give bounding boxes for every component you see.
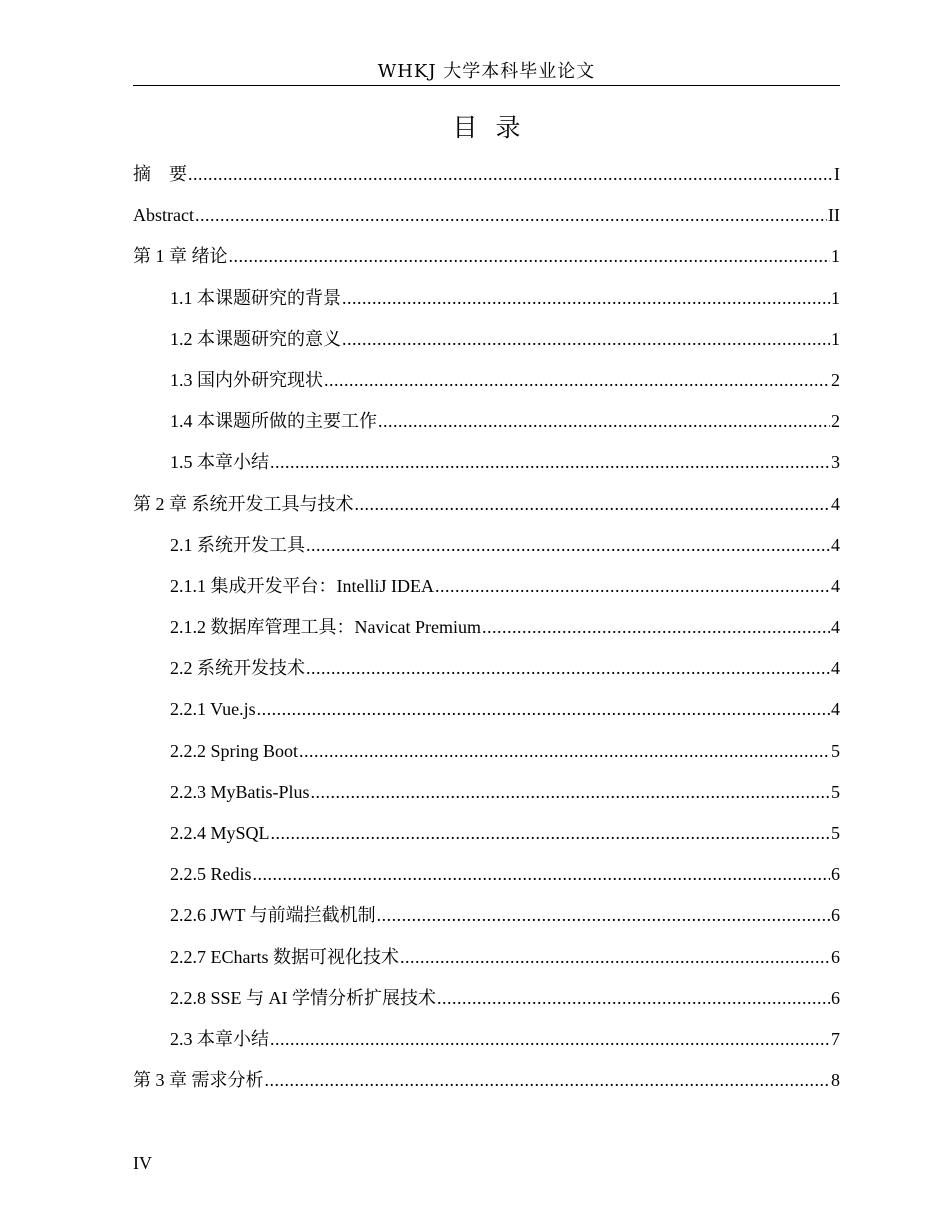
toc-entry-label: 2.1 系统开发工具 xyxy=(170,534,305,555)
toc-entry[interactable] xyxy=(133,1019,840,1060)
toc-entry-page: 1 xyxy=(831,287,840,308)
toc-entry-page: 1 xyxy=(831,246,840,267)
toc-dot-leader xyxy=(257,689,830,730)
toc-entry[interactable] xyxy=(133,895,840,936)
toc-dot-leader xyxy=(482,607,830,648)
toc-entry[interactable] xyxy=(133,731,840,772)
toc-entry-label: 2.1.2 数据库管理工具：Navicat Premium xyxy=(170,617,481,638)
toc-entry-page: 2 xyxy=(831,369,840,390)
toc-entry[interactable] xyxy=(133,937,840,978)
toc-dot-leader xyxy=(229,236,831,277)
toc-entry[interactable] xyxy=(133,484,840,525)
toc-entry-label: 第 3 章 需求分析 xyxy=(133,1070,264,1091)
toc-entry-label: Abstract xyxy=(133,205,194,226)
toc-entry-page: I xyxy=(834,164,840,184)
toc-entry-page: 6 xyxy=(831,987,840,1008)
toc-entry-page: 7 xyxy=(831,1028,840,1049)
toc-title: 目录 xyxy=(452,113,539,142)
toc-entry[interactable] xyxy=(133,195,840,236)
toc-entry[interactable] xyxy=(133,442,840,483)
toc-dot-leader xyxy=(270,442,830,483)
running-header-title: WHKJ 大学本科毕业论文 xyxy=(377,61,596,82)
toc-entry-label: 1.3 国内外研究现状 xyxy=(170,369,323,390)
toc-entry-label: 2.2.6 JWT 与前端拦截机制 xyxy=(170,905,376,926)
toc-dot-leader xyxy=(311,772,830,813)
toc-entry-label: 2.2.2 Spring Boot xyxy=(170,740,299,761)
toc-dot-leader xyxy=(195,195,827,236)
toc-dot-leader xyxy=(253,854,830,895)
toc-entry[interactable] xyxy=(133,689,840,730)
toc-dot-leader xyxy=(324,360,830,401)
toc-entry[interactable] xyxy=(133,1060,840,1101)
toc-dot-leader xyxy=(342,278,830,319)
toc-entry-label: 1.1 本课题研究的背景 xyxy=(170,287,341,308)
toc-entry-page: 4 xyxy=(831,493,840,514)
toc-entry[interactable] xyxy=(133,525,840,566)
toc-entry-label: 2.2.8 SSE 与 AI 学情分析扩展技术 xyxy=(170,987,437,1008)
toc-dot-leader xyxy=(188,154,833,195)
toc-entry[interactable] xyxy=(133,401,840,442)
running-header xyxy=(133,60,840,86)
toc-entry-page: II xyxy=(828,205,840,226)
toc-dot-leader xyxy=(377,895,830,936)
toc-dot-leader xyxy=(355,484,831,525)
toc-entry-label: 1.2 本课题研究的意义 xyxy=(170,328,341,349)
toc-entry-page: 6 xyxy=(831,864,840,885)
toc-entry-label: 2.2.1 Vue.js xyxy=(170,699,256,720)
toc-dot-leader xyxy=(400,937,830,978)
toc-entry-page: 3 xyxy=(831,452,840,473)
table-of-contents xyxy=(133,154,840,1101)
toc-dot-leader xyxy=(265,1060,831,1101)
toc-entry[interactable] xyxy=(133,772,840,813)
toc-dot-leader xyxy=(306,525,830,566)
toc-entry-page: 4 xyxy=(831,658,840,679)
toc-entry[interactable] xyxy=(133,566,840,607)
toc-entry[interactable] xyxy=(133,319,840,360)
toc-entry-label: 2.1.1 集成开发平台：IntelliJ IDEA xyxy=(170,575,434,596)
toc-entry-page: 4 xyxy=(831,617,840,638)
toc-entry-label: 第 1 章 绪论 xyxy=(133,246,228,267)
toc-entry-label: 摘 要 xyxy=(133,164,187,184)
toc-dot-leader xyxy=(270,1019,830,1060)
toc-entry-page: 6 xyxy=(831,946,840,967)
toc-entry-page: 4 xyxy=(831,534,840,555)
toc-entry-label: 第 2 章 系统开发工具与技术 xyxy=(133,493,354,514)
toc-dot-leader xyxy=(378,401,830,442)
toc-entry[interactable] xyxy=(133,236,840,277)
page-number: IV xyxy=(133,1153,152,1173)
toc-dot-leader xyxy=(435,566,830,607)
toc-entry-label: 2.2.4 MySQL xyxy=(170,823,270,843)
toc-entry[interactable] xyxy=(133,854,840,895)
toc-entry[interactable] xyxy=(133,607,840,648)
toc-entry-page: 5 xyxy=(831,740,840,761)
toc-dot-leader xyxy=(271,813,830,854)
toc-entry-page: 8 xyxy=(831,1070,840,1091)
toc-entry-page: 5 xyxy=(831,823,840,843)
toc-dot-leader xyxy=(306,648,830,689)
toc-entry[interactable] xyxy=(133,978,840,1019)
toc-entry-page: 2 xyxy=(831,411,840,432)
toc-entry[interactable] xyxy=(133,360,840,401)
toc-entry[interactable] xyxy=(133,154,840,195)
toc-entry-label: 2.3 本章小结 xyxy=(170,1028,269,1049)
toc-entry[interactable] xyxy=(133,648,840,689)
toc-entry[interactable] xyxy=(133,813,840,854)
toc-entry-label: 1.4 本课题所做的主要工作 xyxy=(170,411,377,432)
toc-entry-label: 2.2.7 ECharts 数据可视化技术 xyxy=(170,946,399,967)
toc-entry-page: 6 xyxy=(831,905,840,926)
toc-entry[interactable] xyxy=(133,278,840,319)
toc-entry-label: 2.2 系统开发技术 xyxy=(170,658,305,679)
toc-dot-leader xyxy=(437,978,830,1019)
toc-dot-leader xyxy=(299,731,830,772)
toc-entry-page: 5 xyxy=(831,781,840,802)
toc-entry-page: 4 xyxy=(831,575,840,596)
toc-entry-label: 2.2.5 Redis xyxy=(170,864,252,885)
toc-entry-label: 2.2.3 MyBatis-Plus xyxy=(170,781,310,802)
toc-entry-page: 1 xyxy=(831,328,840,349)
toc-entry-label: 1.5 本章小结 xyxy=(170,452,269,473)
toc-entry-page: 4 xyxy=(831,699,840,720)
toc-dot-leader xyxy=(342,319,830,360)
